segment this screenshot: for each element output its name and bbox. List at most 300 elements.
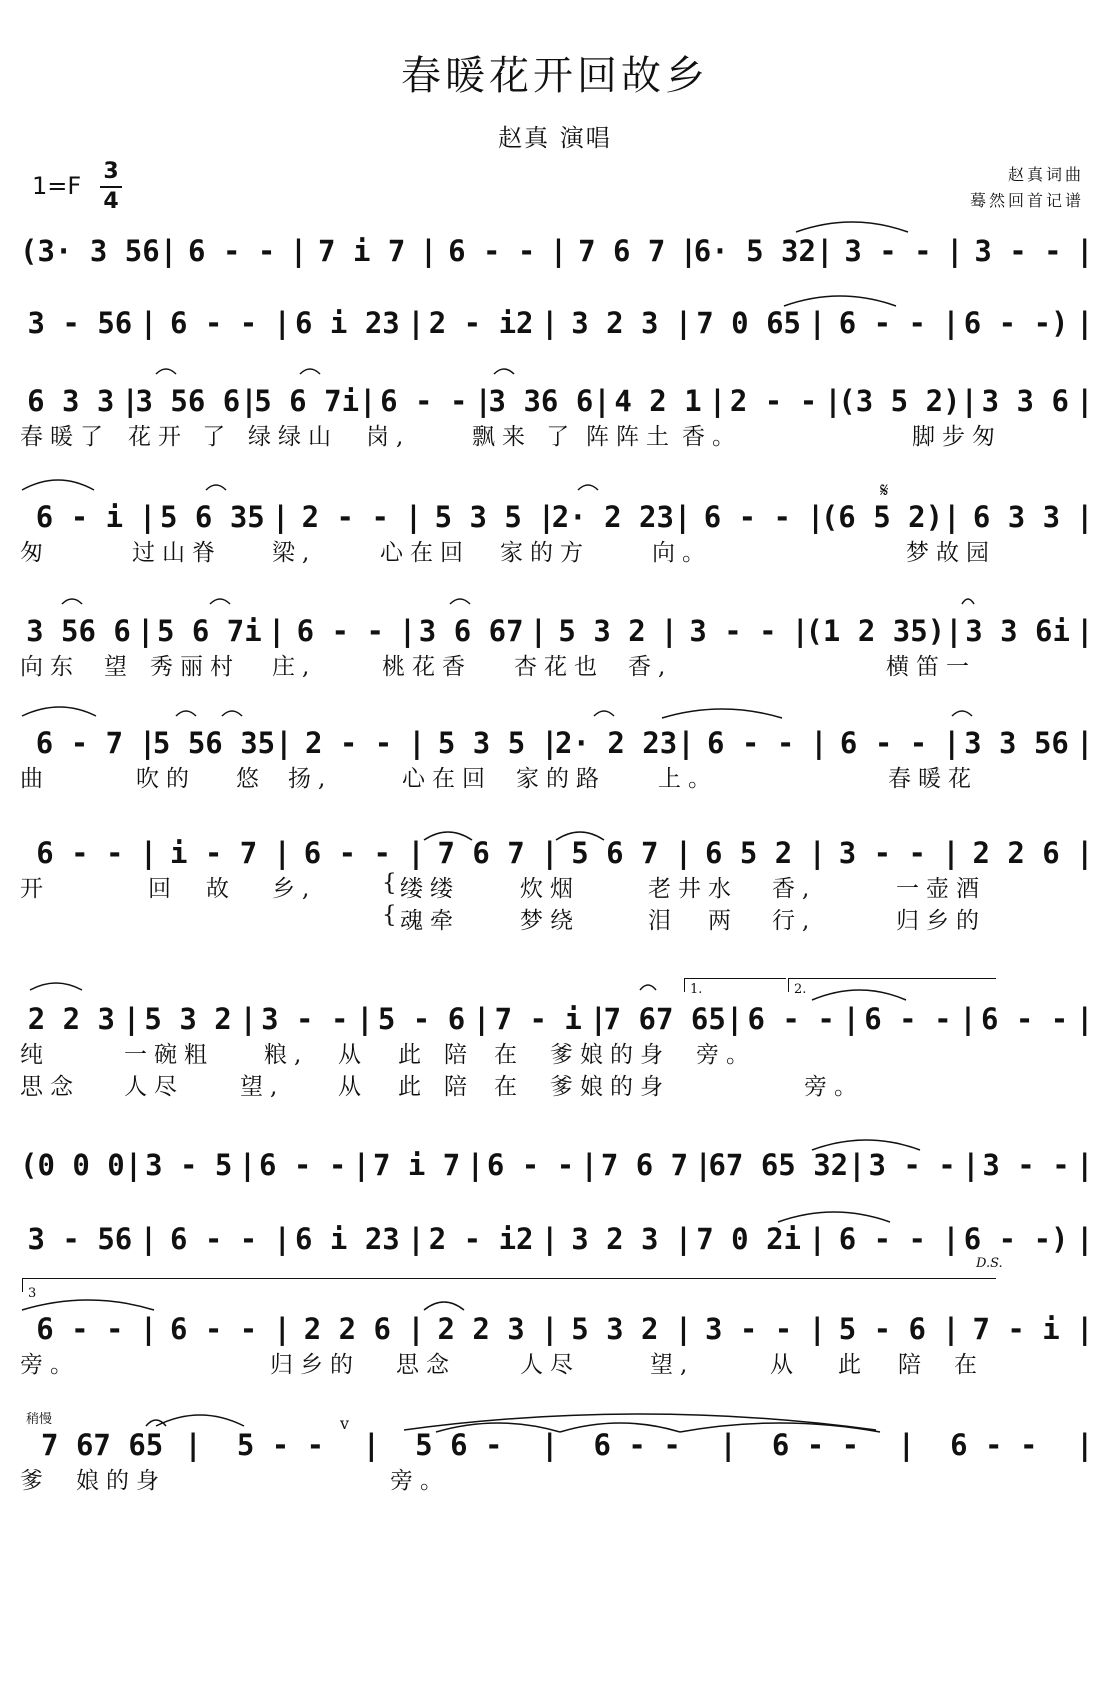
lyric-text: 秀丽村	[150, 654, 240, 680]
measure: 3 - -	[844, 234, 932, 268]
measure: i - 7	[169, 836, 258, 870]
lyric-text: 桃花香	[382, 654, 472, 680]
ending-2-line	[788, 978, 996, 979]
barline: |	[942, 306, 960, 340]
measure: 6 - -	[839, 726, 928, 760]
barline: |	[271, 500, 290, 534]
barline: |	[808, 1222, 826, 1256]
measure: 3 56 6	[135, 384, 241, 418]
lyrics-line	[20, 648, 1090, 680]
lyric-text: 一壶酒	[896, 876, 986, 902]
lyric-text: 杏花也	[514, 654, 604, 680]
measure: 3 - -	[689, 614, 777, 648]
measure: 3 3 6i	[965, 614, 1070, 648]
barline: |	[708, 384, 727, 418]
lyric-text: 悠	[236, 766, 266, 792]
lyric-text: 行,	[772, 908, 817, 934]
score-system	[20, 1422, 1094, 1494]
barline: |	[419, 234, 438, 268]
lyrics-line-2	[20, 1068, 1090, 1100]
barline: |	[352, 1148, 371, 1182]
measure: 6 - -	[747, 1002, 835, 1036]
barline: |	[824, 384, 842, 418]
lyric-text: 花开 了	[128, 424, 233, 450]
lyric-text: 梁,	[272, 540, 317, 566]
barline: |	[529, 614, 548, 648]
score-system	[20, 1306, 1094, 1378]
measure: 5 3 5	[437, 726, 526, 760]
lyric-text: 梦故园	[906, 540, 996, 566]
barline: |	[673, 500, 692, 534]
barline: |	[808, 1312, 826, 1346]
measure: 7 0 2i	[696, 1222, 801, 1256]
barline: |	[472, 1002, 491, 1036]
tempo-rit-mark: 稍慢	[26, 1412, 53, 1427]
barline: |	[1076, 1148, 1094, 1182]
measure: 7 - i	[972, 1312, 1060, 1346]
time-signature	[100, 160, 122, 214]
lyric-text: 故	[206, 876, 236, 902]
measure: (0 0 0	[20, 1148, 125, 1182]
barline: |	[942, 1222, 960, 1256]
measure: 3 - -	[982, 1148, 1070, 1182]
lyric-text: 岗,	[366, 424, 411, 450]
barline: |	[138, 500, 157, 534]
measure: 5 3 2	[571, 1312, 659, 1346]
lyric-text: 娘的身	[76, 1468, 166, 1494]
page-title: 春暖花开回故乡	[401, 53, 709, 99]
tie-arc	[494, 369, 514, 374]
barline: |	[407, 1222, 425, 1256]
notes-row	[20, 1216, 1094, 1256]
lyric-text: 阵阵土	[586, 424, 676, 450]
barline: |	[407, 1312, 425, 1346]
notes-row	[20, 830, 1094, 870]
lyric-text: 上。	[658, 766, 718, 792]
barline: |	[589, 1002, 608, 1036]
measure: 6 - -	[259, 1148, 347, 1182]
measure: 5 6 -	[415, 1428, 503, 1462]
notes-row	[20, 1422, 1094, 1462]
lyric-text: 归乡的	[896, 908, 986, 934]
measure: 5 3 5	[434, 500, 522, 534]
measure: 2 - i2	[428, 1222, 534, 1256]
lyrics-line	[20, 418, 1090, 450]
measure: 2 2 6	[303, 1312, 392, 1346]
lyric-text: 从	[338, 1042, 368, 1068]
measure: 6 - -	[980, 1002, 1069, 1036]
barline: |	[725, 1002, 744, 1036]
lyric-text: 从	[338, 1074, 368, 1100]
barline: |	[541, 836, 559, 870]
notes-row	[20, 228, 1094, 268]
lyric-text: 曲	[20, 766, 50, 792]
barline: |	[945, 614, 963, 648]
lyric-text: 缕缕	[400, 876, 460, 902]
time-numerator: 3	[103, 159, 119, 184]
barline: |	[139, 1312, 158, 1346]
measure: 6 - 7	[35, 726, 124, 760]
barline: |	[962, 1148, 980, 1182]
barline: |	[593, 384, 611, 418]
lyric-text: 开	[20, 876, 50, 902]
barline: |	[474, 384, 492, 418]
lyric-text: 望,	[650, 1352, 695, 1378]
notes-row	[20, 1142, 1094, 1182]
measure: (3· 3 56	[20, 234, 160, 268]
lyric-text: {	[382, 870, 404, 896]
lyric-text: 梦绕	[520, 908, 580, 934]
barline: |	[404, 500, 423, 534]
measure: 6 - -	[707, 726, 795, 760]
lyric-text: 香。	[682, 424, 742, 450]
barline: |	[240, 384, 258, 418]
lyric-text: 旁。	[20, 1352, 80, 1378]
score-system	[20, 300, 1094, 340]
barline: |	[239, 1002, 257, 1036]
measure: 2 - -	[304, 726, 393, 760]
lyric-text: 一碗粗	[124, 1042, 214, 1068]
barline: |	[959, 1002, 977, 1036]
barline: |	[674, 836, 693, 870]
barline: |	[1075, 726, 1094, 760]
barline: |	[273, 1312, 291, 1346]
measure: 5 - -	[236, 1428, 325, 1462]
tie-arc	[962, 599, 974, 604]
barline: |	[660, 614, 678, 648]
measure: 6 3 3	[27, 384, 115, 418]
measure: 3 - 56	[27, 1222, 133, 1256]
measure: 2 2 3	[437, 1312, 525, 1346]
lyric-text: 思念	[20, 1074, 80, 1100]
barline: |	[540, 1428, 559, 1462]
barline: |	[791, 614, 809, 648]
measure: 5 3 2	[144, 1002, 232, 1036]
measure: 2 2 3	[27, 1002, 116, 1036]
notes-row	[20, 608, 1094, 648]
barline: |	[810, 726, 828, 760]
barline: |	[1076, 1222, 1094, 1256]
measure: 7 - i	[494, 1002, 582, 1036]
key-signature: 1=F	[32, 172, 82, 200]
barline: |	[122, 1002, 141, 1036]
lyric-text: 横笛一	[886, 654, 976, 680]
notes-row	[20, 1306, 1094, 1346]
lyric-text: 向。	[652, 540, 712, 566]
measure: 6· 5 32	[693, 234, 816, 268]
measure: 6 5 2	[704, 836, 793, 870]
lyric-text: 泪	[648, 908, 678, 934]
lyrics-line-2	[20, 902, 1090, 934]
barline: |	[159, 234, 178, 268]
measure: 5 56 35	[152, 726, 276, 760]
lyric-text: 旁。	[804, 1074, 864, 1100]
barline: |	[124, 1148, 143, 1182]
barline: |	[139, 306, 158, 340]
barline: |	[407, 306, 425, 340]
barline: |	[466, 1148, 485, 1182]
measure: (3 5 2)	[838, 384, 961, 418]
measure: 6 - -	[486, 1148, 575, 1182]
barline: |	[960, 384, 978, 418]
measure: 5 6 35	[160, 500, 265, 534]
measure: 3 - -	[261, 1002, 349, 1036]
barline: |	[267, 614, 286, 648]
barline: |	[362, 1428, 381, 1462]
barline: |	[808, 306, 826, 340]
barline: |	[694, 1148, 712, 1182]
measure: 3 - -	[838, 836, 927, 870]
measure: 6 - -	[36, 836, 124, 870]
barline: |	[407, 836, 425, 870]
lyric-text: 庄,	[272, 654, 317, 680]
tie-arc	[176, 711, 196, 716]
measure: 6 - -	[36, 1312, 124, 1346]
lyric-text: 吹的	[136, 766, 196, 792]
ending-2-bracket	[788, 978, 789, 992]
barline: |	[677, 726, 695, 760]
ending-1-bracket	[684, 978, 685, 992]
measure: 6 - -	[838, 306, 927, 340]
lyricist-composer: 赵真词曲	[1007, 165, 1084, 184]
measure: 7 6 7	[578, 234, 666, 268]
measure: 6 - -	[950, 1428, 1038, 1462]
barline: |	[356, 1002, 374, 1036]
measure: 2 - i2	[428, 306, 534, 340]
barline: |	[580, 1148, 598, 1182]
lyric-text: 向东	[20, 654, 80, 680]
barline: |	[842, 1002, 860, 1036]
barline: |	[1076, 234, 1094, 268]
measure: 5 6 7i	[254, 384, 360, 418]
barline: |	[674, 1312, 693, 1346]
barline: |	[719, 1428, 737, 1462]
measure: 3 56 6	[26, 614, 131, 648]
lyric-text: 望,	[240, 1074, 285, 1100]
lyric-text: 老井水	[648, 876, 738, 902]
barline: |	[398, 614, 417, 648]
barline: |	[273, 306, 291, 340]
measure: 5 - 6	[377, 1002, 466, 1036]
breath-mark: v	[340, 1414, 350, 1433]
lyric-text: 陪	[898, 1352, 928, 1378]
score-system	[20, 608, 1094, 680]
ending-3-bracket	[22, 1278, 23, 1292]
barline: |	[674, 306, 693, 340]
barline: |	[1075, 1002, 1094, 1036]
lyric-text: 爹娘的身	[550, 1074, 670, 1100]
barline: |	[184, 1428, 202, 1462]
lyric-text: 心在回	[402, 766, 492, 792]
barline: |	[1075, 1428, 1094, 1462]
measure: 2· 2 23	[554, 726, 678, 760]
transcriber: 蓦然回首记谱	[969, 191, 1084, 210]
lyric-text: 爹娘的身	[550, 1042, 670, 1068]
tie-arc	[156, 369, 176, 374]
measure: 3 - -	[704, 1312, 793, 1346]
lyric-text: 春暖花	[888, 766, 978, 792]
tie-arc	[640, 985, 656, 990]
measure: 3 36 6	[488, 384, 594, 418]
barline: |	[848, 1148, 866, 1182]
lyric-text: {	[382, 902, 404, 928]
measure: 6 - -	[169, 1222, 258, 1256]
measure: 6 - -	[838, 1222, 927, 1256]
barline: |	[1076, 1312, 1094, 1346]
measure: 3 - 56	[27, 306, 133, 340]
lyric-text: 粮,	[264, 1042, 309, 1068]
barline: |	[541, 1222, 559, 1256]
barline: |	[808, 836, 826, 870]
lyric-text: 魂牵	[400, 908, 460, 934]
ending-3-label: 3	[28, 1286, 37, 1301]
lyric-text: 归乡的	[270, 1352, 360, 1378]
lyrics-line	[20, 870, 1090, 902]
barline: |	[1076, 384, 1094, 418]
score-system	[20, 720, 1094, 792]
measure: (6 5 2)	[820, 500, 944, 534]
barline: |	[549, 234, 568, 268]
lyric-text: 匆	[20, 540, 50, 566]
lyric-text: 香,	[772, 876, 817, 902]
measure: 6 - -	[188, 234, 276, 268]
measure: 6 i 23	[294, 306, 400, 340]
lyric-text: 从	[770, 1352, 800, 1378]
barline: |	[275, 726, 293, 760]
lyric-text: 过山脊	[132, 540, 222, 566]
tie-arc	[30, 983, 82, 990]
barline: |	[1076, 306, 1094, 340]
measure: 67 65 32	[708, 1148, 849, 1182]
lyric-text: 两	[708, 908, 738, 934]
lyric-text: 在	[494, 1074, 524, 1100]
tie-arc	[594, 711, 614, 716]
tie-arc	[952, 711, 972, 716]
barline: |	[674, 1222, 693, 1256]
lyric-text: 陪	[444, 1042, 474, 1068]
barline: |	[942, 836, 960, 870]
measure: 6 - -	[771, 1428, 860, 1462]
barline: |	[1075, 500, 1094, 534]
measure: 3 - -	[974, 234, 1062, 268]
score-system	[20, 1216, 1094, 1256]
barline: |	[943, 500, 961, 534]
measure: 2 2 6	[972, 836, 1060, 870]
lyric-text: 人尽	[520, 1352, 580, 1378]
lyric-text: 飘来 了	[472, 424, 577, 450]
lyric-text: 脚步匆	[912, 424, 1002, 450]
measure: 4 2 1	[614, 384, 702, 418]
lyric-text: 此	[838, 1352, 868, 1378]
measure: 3 - -	[868, 1148, 956, 1182]
measure: 6 - -	[593, 1428, 681, 1462]
lyric-text: 炊烟	[520, 876, 580, 902]
measure: 5 - 6	[838, 1312, 927, 1346]
barline: |	[289, 234, 308, 268]
barline: |	[359, 384, 377, 418]
score-system	[20, 1142, 1094, 1182]
lyric-text: 家的方	[500, 540, 590, 566]
measure: 6 - -	[448, 234, 536, 268]
measure: 6 - -	[703, 500, 792, 534]
ending-1-label: 1.	[690, 982, 703, 997]
lyrics-line	[20, 1462, 1090, 1494]
score-system	[20, 996, 1094, 1100]
lyrics-line	[20, 534, 1090, 566]
tie-arc	[662, 709, 782, 718]
measure: 5 6 7i	[156, 614, 262, 648]
measure: 7 67 65	[603, 1002, 726, 1036]
notes-row	[20, 720, 1094, 760]
tie-arc	[222, 711, 242, 716]
measure: 3 6 67	[418, 614, 524, 648]
lyrics-line	[20, 1036, 1090, 1068]
lyric-text: 心在回	[380, 540, 470, 566]
barline: |	[121, 384, 139, 418]
tie-arc	[206, 485, 226, 490]
tie-arc	[300, 369, 320, 374]
measure: 7 67 65	[41, 1428, 164, 1462]
credits	[970, 162, 1084, 214]
segno-mark: 𝄋	[880, 478, 889, 502]
lyric-text: 此	[398, 1074, 428, 1100]
measure: 6 - -	[864, 1002, 952, 1036]
barline: |	[138, 726, 157, 760]
barline: |	[945, 234, 964, 268]
measure: 6 i 23	[294, 1222, 400, 1256]
lyric-text: 在	[494, 1042, 524, 1068]
tie-arc	[210, 599, 230, 604]
barline: |	[1076, 836, 1094, 870]
measure: 5 6 7	[571, 836, 659, 870]
measure: 7 6 7	[437, 836, 525, 870]
measure: 6 - i	[35, 500, 124, 534]
measure: 6 - -	[296, 614, 384, 648]
notes-row	[20, 378, 1094, 418]
barline: |	[541, 1312, 559, 1346]
measure: 3 2 3	[571, 1222, 659, 1256]
lyric-text: 在	[954, 1352, 984, 1378]
measure: 3 3 56	[964, 726, 1069, 760]
ending-3-line	[22, 1278, 996, 1279]
barline: |	[806, 500, 825, 534]
measure: (1 2 35)	[805, 614, 946, 648]
notes-row	[20, 300, 1094, 340]
lyrics-line	[20, 760, 1090, 792]
notes-row	[20, 996, 1094, 1036]
notes-row	[20, 494, 1094, 534]
lyric-text: 纯	[20, 1042, 50, 1068]
measure: 3 - 5	[145, 1148, 233, 1182]
measure: 7 i 7	[318, 234, 406, 268]
barline: |	[540, 726, 559, 760]
score-system	[20, 228, 1094, 268]
ending-2-label: 2.	[794, 982, 807, 997]
barline: |	[139, 1222, 158, 1256]
lyric-text: 此	[398, 1042, 428, 1068]
barline: |	[136, 614, 155, 648]
ds-mark: D.S.	[976, 1256, 1003, 1271]
lyric-text: 旁。	[696, 1042, 756, 1068]
barline: |	[238, 1148, 257, 1182]
lyric-text: 春暖了	[20, 424, 110, 450]
barline: |	[897, 1428, 916, 1462]
measure: 2 - -	[301, 500, 389, 534]
barline: |	[541, 306, 559, 340]
measure: 2 - -	[729, 384, 818, 418]
lyric-text: 人尽	[124, 1074, 184, 1100]
measure: 6 - -	[169, 306, 258, 340]
